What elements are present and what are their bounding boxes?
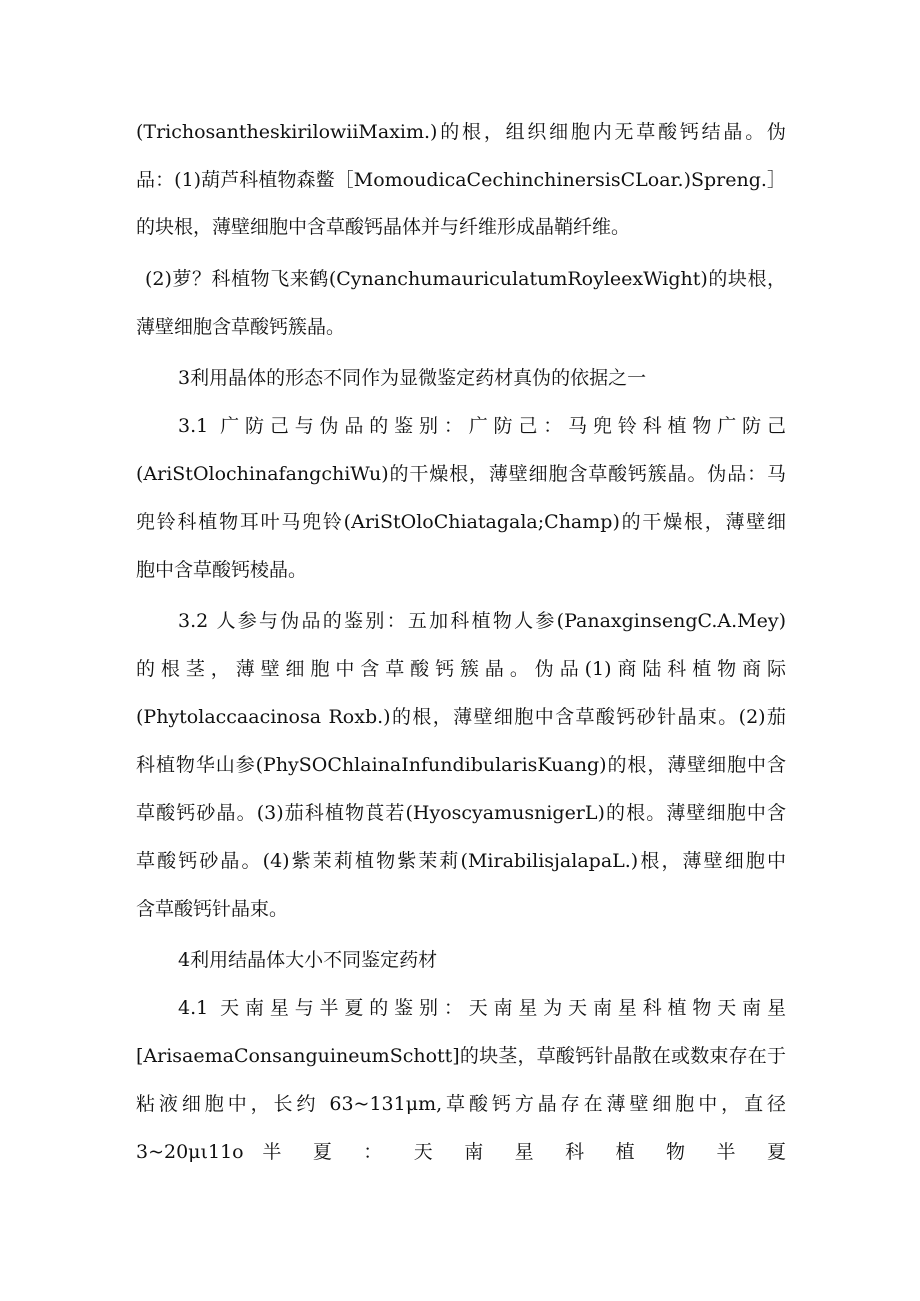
text-line: (TrichosantheskirilowiiMaxim.)的根，组织细胞内无草酸钙结晶。伪 xyxy=(136,121,786,143)
subsection-heading: 4.1 天南星与半夏的鉴别：天南星为天南星科植物天南星 xyxy=(178,997,786,1019)
section-heading: 3利用晶体的形态不同作为显微鉴定药材真伪的依据之一 xyxy=(178,367,647,389)
text-line: (2)萝？科植物飞来鹤(CynanchumauriculatumRoyleexWight)的块根， xyxy=(145,268,786,290)
text-line: 3~20μι11o 半 夏 ： 天 南 星 科 植 物 半 夏 xyxy=(136,1141,786,1163)
text-line: 的块根，薄壁细胞中含草酸钙晶体并与纤维形成晶鞘纤维。 xyxy=(136,216,631,238)
text-line: 兜铃科植物耳叶马兜铃(AriStOloChiatagala;Champ)的干燥根，薄壁细 xyxy=(136,511,786,533)
text-line: 薄壁细胞含草酸钙簇晶。 xyxy=(136,316,346,338)
section-heading: 4利用结晶体大小不同鉴定药材 xyxy=(178,949,438,971)
text-line: 含草酸钙针晶束。 xyxy=(136,898,289,920)
text-line: 科植物华山参(PhySOChlainaInfundibularisKuang)的根，薄壁细胞中含 xyxy=(136,754,786,776)
text-line: 胞中含草酸钙棱晶。 xyxy=(136,559,308,581)
subsection-heading: 3.2 人参与伪品的鉴别：五加科植物人参(PanaxginsengC.A.Mey) xyxy=(178,610,786,632)
text-line: (AriStOlochinafangchiWu)的干燥根，薄壁细胞含草酸钙簇晶。伪品：马 xyxy=(136,463,786,485)
text-line: 的根茎，薄壁细胞中含草酸钙簇晶。伪品(1)商陆科植物商际 xyxy=(136,658,786,680)
text-line: 品：(1)葫芦科植物森鳖［MomoudicaCechinchinersisCLoar.)Spreng.］ xyxy=(136,169,786,191)
text-line: 粘液细胞中，长约 63~131μm,草酸钙方晶存在薄壁细胞中，直径 xyxy=(136,1093,786,1115)
text-line: 草酸钙砂晶。(3)茄科植物莨若(HyoscyamusnigerL)的根。薄壁细胞中含 xyxy=(136,802,786,824)
text-line: [ArisaemaConsanguineumSchott]的块茎，草酸钙针晶散在或数束存在于 xyxy=(136,1045,786,1067)
text-line: 草酸钙砂晶。(4)紫茉莉植物紫茉莉(MirabilisjalapaL.)根，薄壁细胞中 xyxy=(136,850,786,872)
subsection-heading: 3.1 广防己与伪品的鉴别：广防己：马兜铃科植物广防己 xyxy=(178,415,786,437)
text-line: (Phytolaccaacinosa Roxb.)的根，薄壁细胞中含草酸钙砂针晶束。(2)茄 xyxy=(136,706,786,728)
